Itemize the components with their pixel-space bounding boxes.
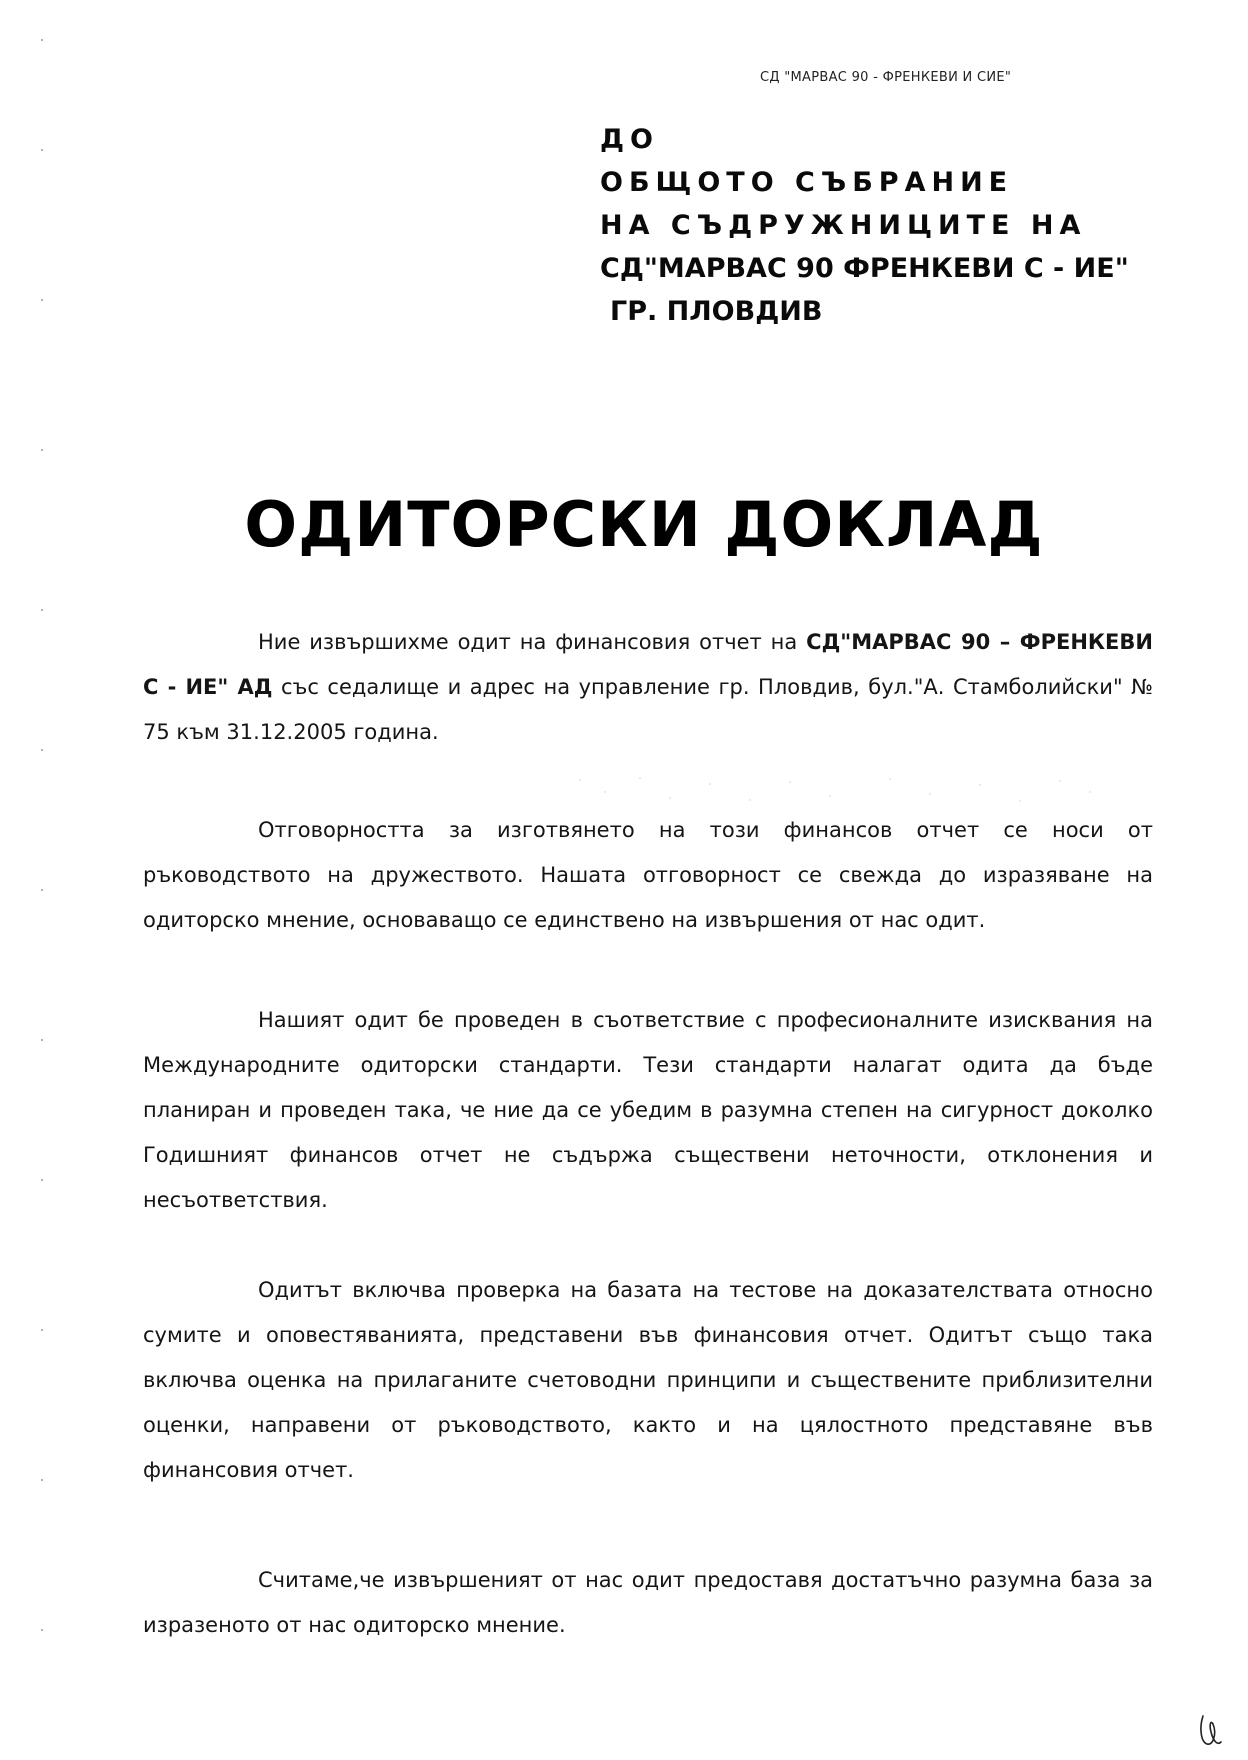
report-title: ОДИТОРСКИ ДОКЛАД — [244, 488, 1044, 561]
paragraph-standards-text: Нашият одит бе проведен в съответствие с професионалните изисквания на Международните одиторски стандарти. Тези стандарти налагат одита да бъде планиран и проведен така, че ние да се убедим в разумна степен на сигурност доколко Годишният финансов отчет не съдържа съществени неточности, отклонения и несъответствия. — [143, 1008, 1153, 1212]
paragraph-responsibility — [143, 808, 1153, 943]
header-company-note: СД "МАРВАС 90 - ФРЕНКЕВИ И СИЕ" — [760, 70, 1012, 85]
paragraph-conclusion-basis — [143, 1558, 1153, 1648]
binding-margin-dots — [40, 30, 44, 1680]
paragraph-audit-scope-intro: Ние извършихме одит на финансовия отчет на — [258, 630, 807, 654]
scan-speckle-noise — [560, 770, 1120, 810]
addressee-line-partners: НА СЪДРУЖНИЦИТЕ НА — [600, 210, 1087, 241]
handwritten-initial-signature — [1195, 1710, 1225, 1750]
addressee-line-company: СД"МАРВАС 90 ФРЕНКЕВИ С - ИЕ" — [600, 253, 1129, 284]
addressee-block — [600, 118, 1129, 333]
addressee-line-assembly: ОБЩОТО СЪБРАНИЕ — [600, 167, 1014, 198]
addressee-line-to: ДО — [600, 124, 659, 155]
paragraph-audit-scope — [143, 620, 1153, 755]
addressee-line-city: ГР. ПЛОВДИВ — [610, 296, 823, 327]
company-name-bold: СД"МАРВАС 90 – ФРЕНКЕВИ С - ИЕ" АД — [143, 630, 1153, 699]
paragraph-audit-scope-rest: със седалище и адрес на управление гр. Пловдив, бул."А. Стамболийски" № 75 към 31.12.2005 година. — [143, 675, 1153, 744]
paragraph-responsibility-text: Отговорността за изготвянето на този финансов отчет се носи от ръководството на дружеството. Нашата отговорност се свежда до изразяване на одиторско мнение, основаващо се единствено на извършения от нас одит. — [143, 818, 1153, 932]
paragraph-conclusion-basis-text: Считаме,че извършеният от нас одит предоставя достатъчно разумна база за изразеното от нас одиторско мнение. — [143, 1568, 1153, 1637]
paragraph-audit-procedures — [143, 1268, 1153, 1493]
paragraph-audit-procedures-text: Одитът включва проверка на базата на тестове на доказателствата относно сумите и оповестяванията, представени във финансовия отчет. Одитът също така включва оценка на прилаганите счетоводни принципи и съществените приблизителни оценки, направени от ръководството, както и на цялостното представяне във финансовия отчет. — [143, 1278, 1153, 1482]
paragraph-standards — [143, 998, 1153, 1223]
